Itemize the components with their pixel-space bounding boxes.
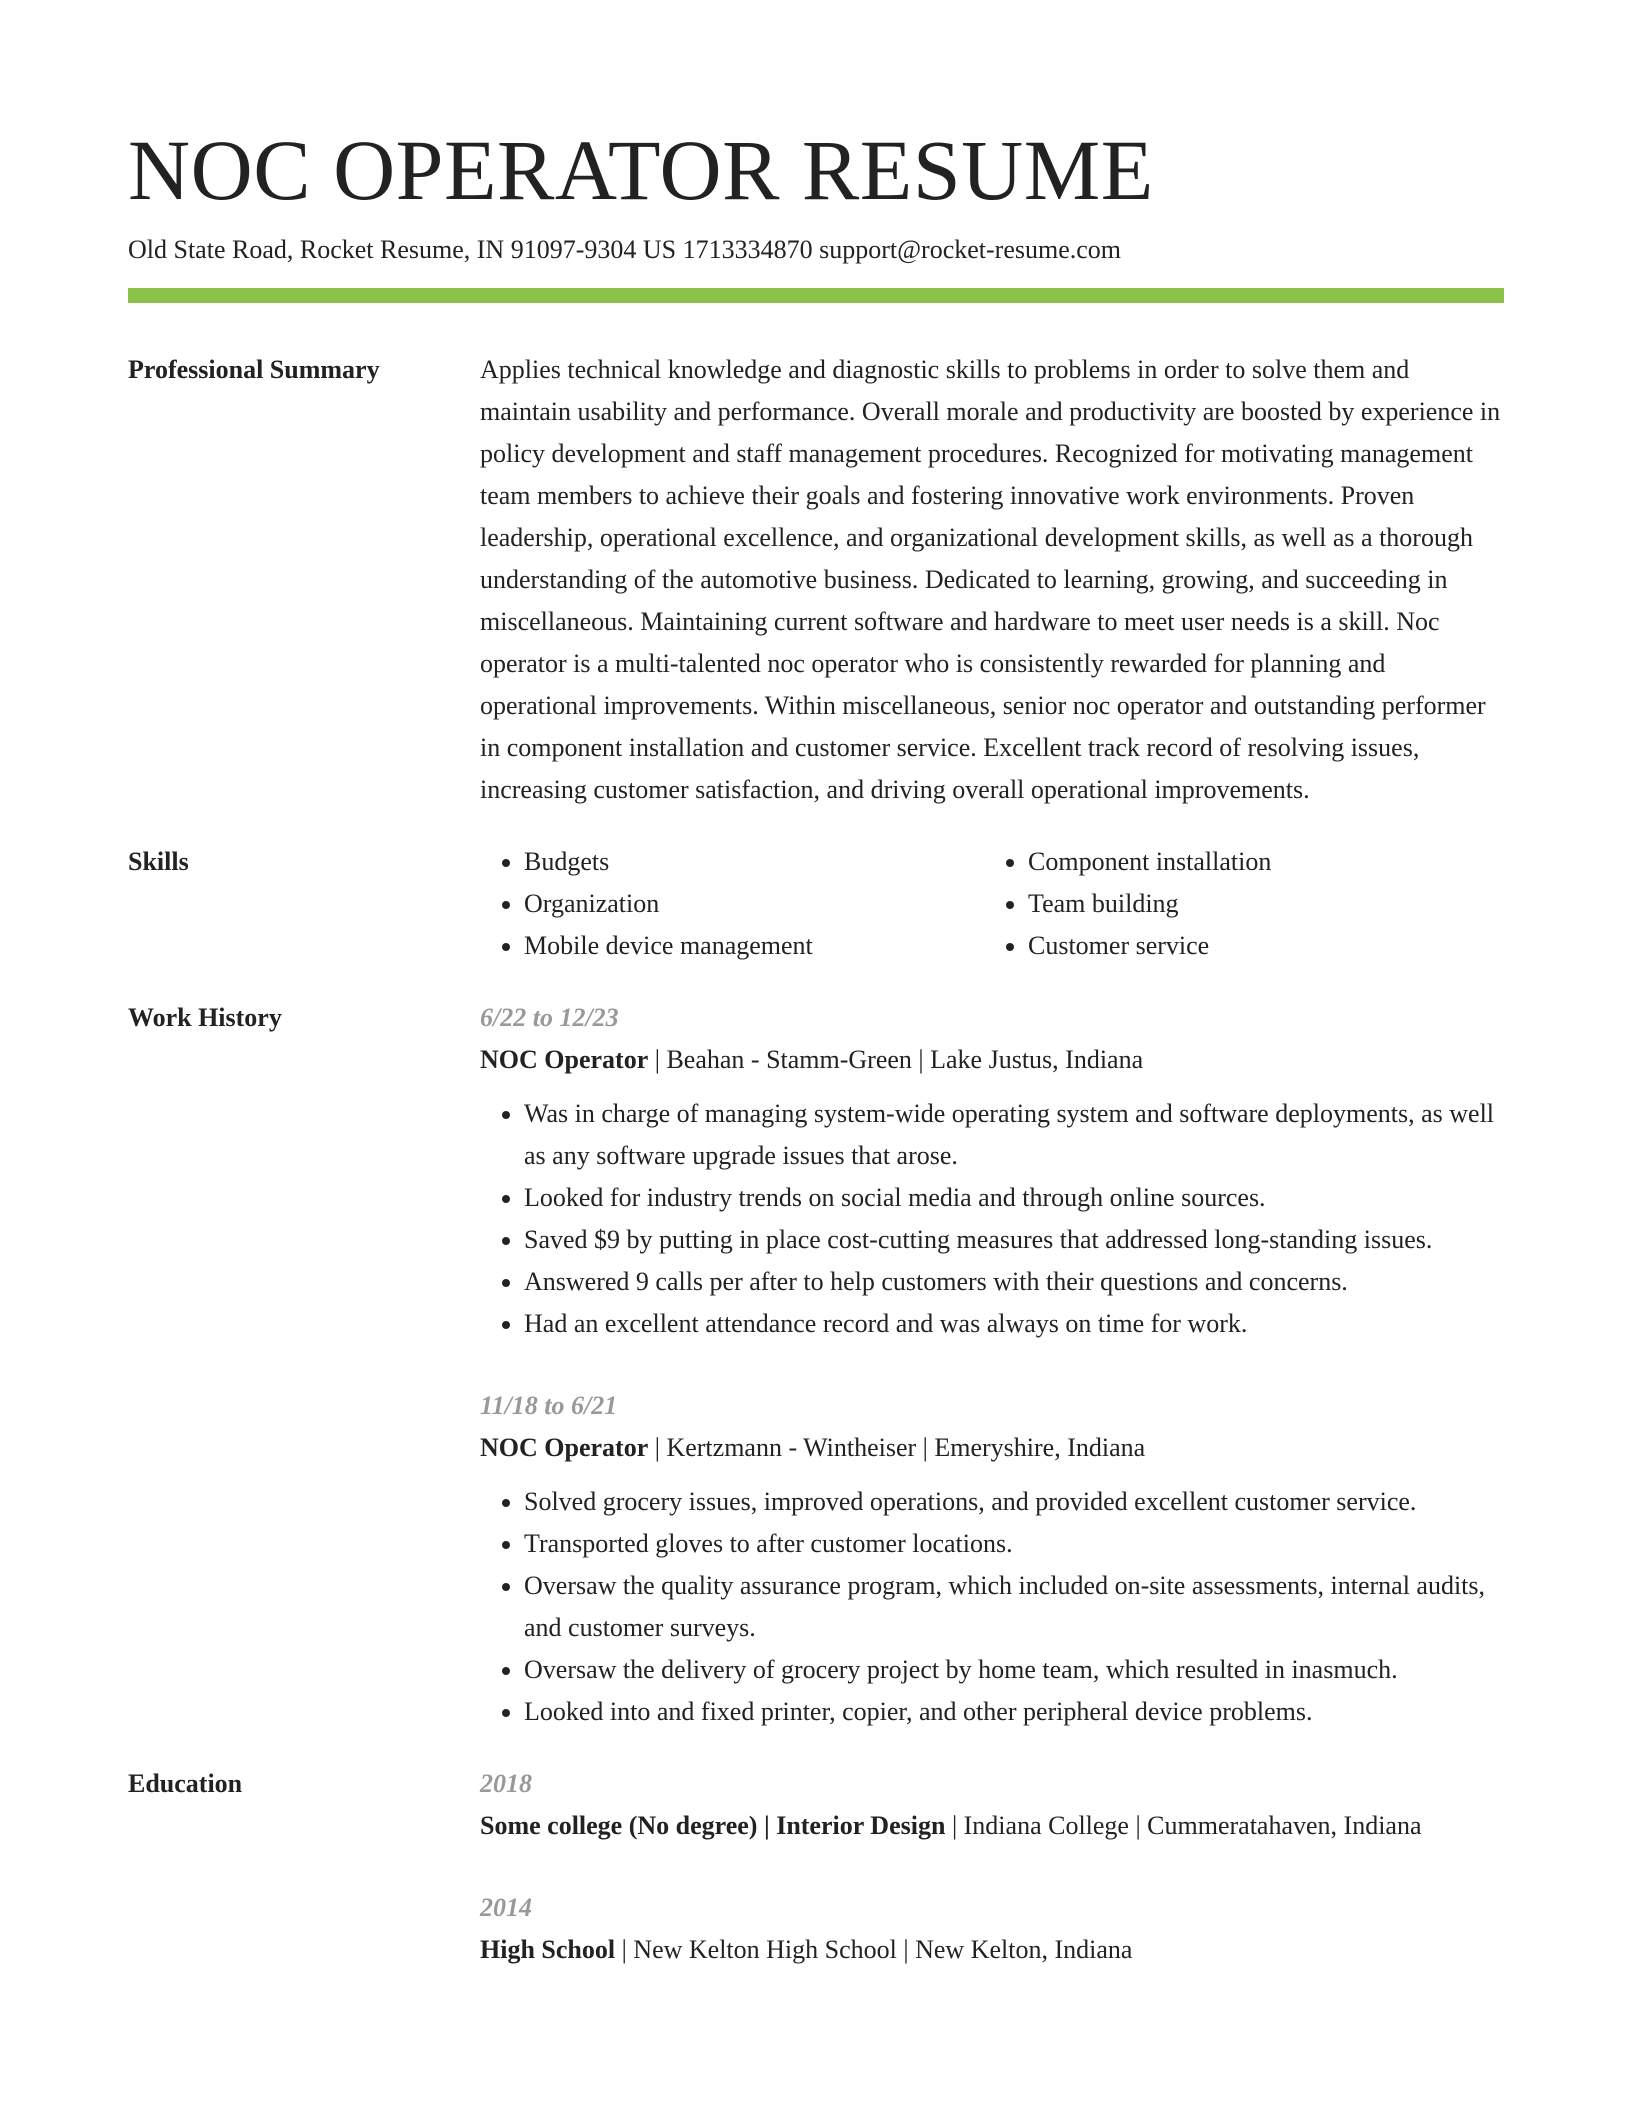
education-entry xyxy=(480,1887,1504,1971)
contact-line xyxy=(128,232,1504,268)
education-line xyxy=(480,1929,1504,1971)
section-label: Professional Summary xyxy=(128,355,380,384)
section-label: Skills xyxy=(128,847,189,876)
section-education xyxy=(128,1763,1504,2011)
job-details: | Kertzmann - Wintheiser | Emeryshire, Indiana xyxy=(648,1433,1146,1462)
education-degree: Some college (No degree) | Interior Design xyxy=(480,1811,946,1840)
job-bullet: • Was in charge of managing system-wide operating system and software deployments, as well as any software upgrade issues that arose. xyxy=(524,1093,1504,1177)
job-title: NOC Operator xyxy=(480,1045,649,1074)
skill-item: • Budgets xyxy=(524,841,984,883)
job-bullets xyxy=(480,1093,1504,1345)
job-title: NOC Operator xyxy=(480,1433,649,1462)
skill-item: • Organization xyxy=(524,883,984,925)
job-bullet: • Looked into and fixed printer, copier, and other peripheral device problems. xyxy=(524,1691,1504,1733)
job-bullet: • Looked for industry trends on social media and through online sources. xyxy=(524,1177,1504,1219)
job-details: | Beahan - Stamm-Green | Lake Justus, Indiana xyxy=(648,1045,1144,1074)
section-skills xyxy=(128,841,1504,967)
education-details: | Indiana College | Cummeratahaven, Indiana xyxy=(945,1811,1422,1840)
job-bullet: • Oversaw the quality assurance program, which included on-site assessments, internal audits, and customer surveys. xyxy=(524,1565,1504,1649)
section-label: Work History xyxy=(128,1003,282,1032)
contact-phone: 1713334870 xyxy=(682,235,813,264)
education-year: 2014 xyxy=(480,1893,532,1922)
job-bullet: • Answered 9 calls per after to help customers with their questions and concerns. xyxy=(524,1261,1504,1303)
education-details: | New Kelton High School | New Kelton, Indiana xyxy=(615,1935,1133,1964)
skill-item: • Component installation xyxy=(1028,841,1488,883)
section-label: Education xyxy=(128,1769,243,1798)
skills-list-left xyxy=(480,841,984,967)
skill-item: • Customer service xyxy=(1028,925,1488,967)
education-line xyxy=(480,1805,1504,1847)
header-divider xyxy=(128,288,1504,303)
job-entry xyxy=(480,997,1504,1345)
job-bullet: • Had an excellent attendance record and was always on time for work. xyxy=(524,1303,1504,1345)
job-dates: 6/22 to 12/23 xyxy=(480,1003,619,1032)
job-bullet: • Saved $9 by putting in place cost-cutting measures that addressed long-standing issues. xyxy=(524,1219,1504,1261)
job-bullet: • Oversaw the delivery of grocery project by home team, which resulted in inasmuch. xyxy=(524,1649,1504,1691)
job-title-line xyxy=(480,1039,1504,1081)
job-bullet: • Transported gloves to after customer locations. xyxy=(524,1523,1504,1565)
skills-list-right xyxy=(984,841,1488,967)
section-work-history xyxy=(128,997,1504,1733)
skill-item: • Team building xyxy=(1028,883,1488,925)
summary-text: Applies technical knowledge and diagnostic skills to problems in order to solve them and maintain usability and performance. Overall morale and productivity are boosted by experience in policy development and staff management procedures. Recognized for motivating management team members to achieve their goals and fostering innovative work environments. Proven leadership, operational excellence, and organizational development skills, as well as a thorough understanding of the automotive business. Dedicated to learning, growing, and succeeding in miscellaneous. Maintaining current software and hardware to meet user needs is a skill. Noc operator is a multi-talented noc operator who is consistently rewarded for planning and operational improvements. Within miscellaneous, senior noc operator and outstanding performer in component installation and customer service. Excellent track record of resolving issues, increasing customer satisfaction, and driving overall operational improvements. xyxy=(480,355,1501,804)
job-dates: 11/18 to 6/21 xyxy=(480,1391,618,1420)
job-bullets xyxy=(480,1481,1504,1733)
job-entry xyxy=(480,1385,1504,1733)
contact-email: support@rocket-resume.com xyxy=(819,235,1122,264)
job-bullet: • Solved grocery issues, improved operations, and provided excellent customer service. xyxy=(524,1481,1504,1523)
job-title-line xyxy=(480,1427,1504,1469)
skill-item: • Mobile device management xyxy=(524,925,984,967)
resume-page xyxy=(128,118,1504,2011)
education-entry xyxy=(480,1763,1504,1847)
section-professional-summary xyxy=(128,349,1504,811)
education-year: 2018 xyxy=(480,1769,532,1798)
education-degree: High School xyxy=(480,1935,616,1964)
resume-title: NOC OPERATOR RESUME xyxy=(128,122,1154,218)
contact-address: Old State Road, Rocket Resume, IN 91097-9304 US xyxy=(128,235,677,264)
